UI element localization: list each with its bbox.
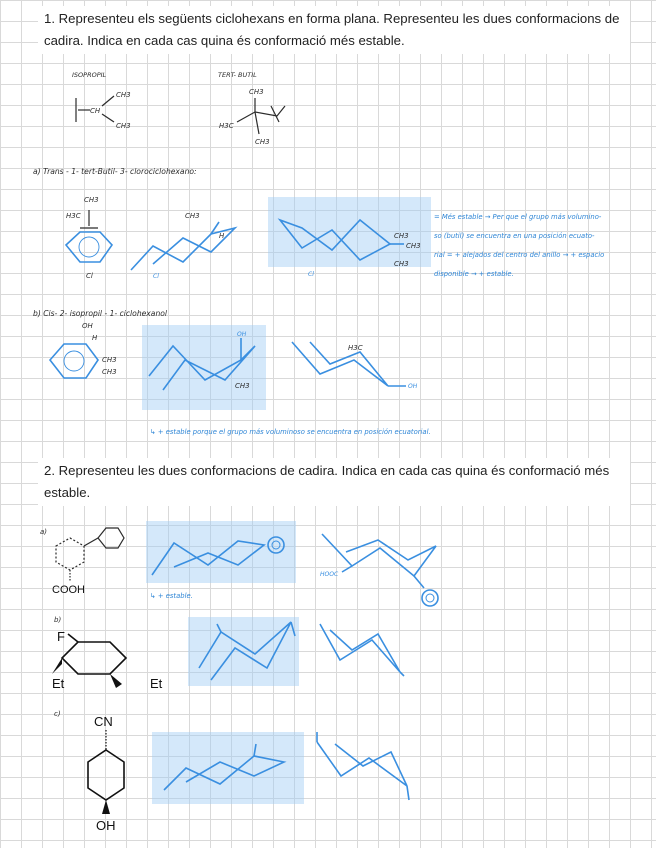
part-b-chair-2 bbox=[290, 330, 420, 400]
pa-ch3: CH3 bbox=[84, 196, 99, 204]
part-a-chair-1 bbox=[125, 200, 250, 280]
item-a-note: ↳ + estable. bbox=[150, 592, 193, 600]
item-c-label: c) bbox=[54, 710, 61, 718]
pb-ch3-2: CH3 bbox=[102, 368, 117, 376]
isopropyl-sketch bbox=[60, 82, 140, 132]
ch3-text-2: CH3 bbox=[116, 122, 131, 130]
pb-c1-oh: OH bbox=[237, 331, 247, 338]
item-b-label: b) bbox=[54, 616, 62, 624]
question-2-text: 2. Representeu les dues conformacions de cadira. Indica en cada cas quina és conformació més estable. bbox=[38, 458, 630, 506]
tertbutyl-label: TERT- BUTIL bbox=[218, 71, 257, 79]
ch-text: CH bbox=[90, 107, 101, 115]
item-c-oh: OH bbox=[96, 818, 116, 833]
item-b-chair-2 bbox=[312, 616, 412, 686]
item-b-chair-1 bbox=[195, 618, 300, 688]
ch3-text: CH3 bbox=[116, 91, 131, 99]
item-a-hooc: HOOC bbox=[320, 571, 339, 578]
pa-c1-cl: Cl bbox=[153, 273, 159, 280]
item-c-structure bbox=[48, 704, 138, 839]
part-b-chair-1 bbox=[145, 330, 265, 410]
part-b-note: ↳ + estable porque el grupo más voluminoso se encuentra en posición ecuatorial. bbox=[150, 428, 431, 436]
pb-c1-ch3: CH3 bbox=[235, 382, 250, 390]
item-c-chair-2 bbox=[313, 728, 428, 813]
part-b-flat-ring bbox=[40, 318, 130, 398]
item-c-chair-1 bbox=[160, 732, 300, 802]
item-a-label: a) bbox=[40, 528, 48, 536]
part-a-note-2: so (butil) se encuentra en una posición ecuato- bbox=[434, 232, 595, 240]
item-b-f: F bbox=[57, 629, 65, 644]
pa-c1-h: H bbox=[219, 232, 225, 240]
part-b-label: b) Cis- 2- isopropil - 1- ciclohexanol bbox=[33, 309, 168, 318]
tertbutyl-sketch bbox=[215, 82, 295, 152]
part-a-flat-ring bbox=[50, 190, 130, 280]
part-a-chair-2 bbox=[270, 200, 430, 280]
pb-c2-oh: OH bbox=[408, 383, 418, 390]
item-a-chair-1 bbox=[148, 525, 293, 581]
pa-c2-ch3-bottom: CH3 bbox=[394, 260, 409, 268]
pa-h3c: H3C bbox=[66, 212, 81, 220]
pa-cl: Cl bbox=[86, 272, 93, 280]
tb-ch3-top: CH3 bbox=[249, 88, 264, 96]
pa-c2-cl: Cl bbox=[308, 271, 314, 278]
item-b-et1: Et bbox=[52, 676, 65, 691]
part-a-note-4: disponible → + estable. bbox=[434, 270, 514, 278]
tb-ch3-bottom: CH3 bbox=[255, 138, 270, 146]
pb-oh: OH bbox=[82, 322, 93, 330]
item-a-cooh: COOH bbox=[52, 584, 85, 596]
item-b-structure bbox=[48, 610, 178, 700]
part-a-note-1: = Més estable → Per que el grupo más volumino- bbox=[434, 213, 602, 221]
isopropyl-label: ISOPROPIL bbox=[72, 71, 107, 79]
question-1-text: 1. Representeu els següents ciclohexans en forma plana. Representeu les dues conformacions de cadira. Indica en cada cas quina és conformació més estable. bbox=[38, 6, 630, 54]
tb-h3c: H3C bbox=[219, 122, 234, 130]
pb-h: H bbox=[92, 334, 98, 342]
part-a-note-3: rial = + alejados del centro del anillo → + espacio bbox=[434, 251, 605, 259]
item-a-chair-2 bbox=[318, 522, 448, 612]
pb-c2-h3c: H3C bbox=[348, 344, 363, 352]
pa-c2-ch3: CH3 bbox=[406, 242, 421, 250]
item-c-cn: CN bbox=[94, 714, 113, 729]
pa-c2-ch3-top: CH3 bbox=[394, 232, 409, 240]
item-b-et2: Et bbox=[150, 676, 163, 691]
pa-c1-ch3: CH3 bbox=[185, 212, 200, 220]
item-a-structure bbox=[38, 518, 148, 598]
part-a-label: a) Trans - 1- tert-Butil- 3- clorociclohexano: bbox=[33, 167, 197, 176]
pb-ch3: CH3 bbox=[102, 356, 117, 364]
